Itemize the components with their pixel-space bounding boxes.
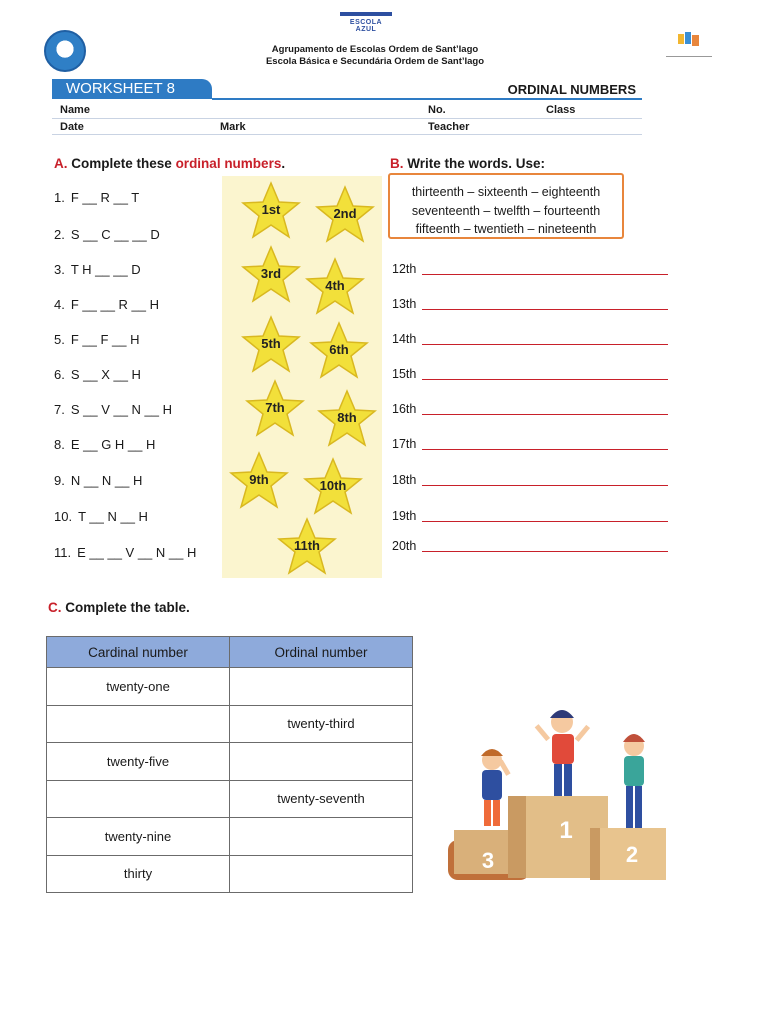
star-label: 5th xyxy=(261,336,281,351)
section-a-text: Complete these xyxy=(71,156,172,171)
star-label: 9th xyxy=(249,472,269,487)
section-c-letter: C. xyxy=(48,600,62,615)
star-badge xyxy=(316,388,378,450)
question-number: 4. xyxy=(54,297,65,312)
star-badge xyxy=(308,320,370,382)
cardinal-cell xyxy=(47,780,230,818)
class-field-label: Class xyxy=(546,104,576,116)
section-c-heading xyxy=(48,600,190,615)
question-item xyxy=(54,262,141,277)
cardinal-cell: twenty-nine xyxy=(47,818,230,856)
answer-label: 14th xyxy=(392,332,417,346)
question-pattern: F __ __ R __ H xyxy=(70,297,159,312)
answer-line xyxy=(422,449,668,450)
ordinal-cell xyxy=(230,668,413,706)
star-label: 7th xyxy=(265,400,285,415)
table-row xyxy=(47,743,413,781)
star-label: 4th xyxy=(325,278,345,293)
question-item xyxy=(54,367,141,382)
teacher-field-label: Teacher xyxy=(428,121,470,133)
answer-line xyxy=(422,379,668,380)
ordinal-cell xyxy=(230,743,413,781)
question-pattern: S __ V __ N __ H xyxy=(70,402,173,417)
field-row-line xyxy=(52,134,642,135)
question-item xyxy=(54,190,139,205)
mark-field-label: Mark xyxy=(220,121,246,133)
star-badge xyxy=(228,450,290,512)
word-bank-line: seventeenth – twelfth – fourteenth xyxy=(411,203,601,218)
question-number: 3. xyxy=(54,262,65,277)
question-item xyxy=(54,402,172,417)
cardinal-cell: twenty-one xyxy=(47,668,230,706)
question-number: 11. xyxy=(54,545,72,560)
table-row xyxy=(47,705,413,743)
table-row xyxy=(47,818,413,856)
worksheet-title: ORDINAL NUMBERS xyxy=(507,82,636,97)
table-row xyxy=(47,780,413,818)
number-table xyxy=(46,636,413,893)
question-pattern: F __ F __ H xyxy=(70,332,140,347)
star-label: 6th xyxy=(329,342,349,357)
table-row xyxy=(47,855,413,893)
section-b-text: Write the words. Use: xyxy=(407,156,546,171)
worksheet-badge: WORKSHEET 8 xyxy=(52,79,212,99)
question-number: 1. xyxy=(54,190,65,205)
question-number: 8. xyxy=(54,437,65,452)
answer-line xyxy=(422,309,668,310)
question-pattern: E __ G H __ H xyxy=(70,437,156,452)
question-number: 5. xyxy=(54,332,65,347)
section-a-heading xyxy=(54,156,285,171)
answer-label: 19th xyxy=(392,509,417,523)
question-item xyxy=(54,227,160,242)
answer-label: 15th xyxy=(392,367,417,381)
ordinal-cell xyxy=(230,855,413,893)
star-badge xyxy=(240,314,302,376)
question-pattern: T H __ __ D xyxy=(70,262,141,277)
star-label: 8th xyxy=(337,410,357,425)
answer-label: 18th xyxy=(392,473,417,487)
answer-label: 13th xyxy=(392,297,417,311)
question-item xyxy=(54,332,139,347)
star-badge xyxy=(304,256,366,318)
section-b-heading xyxy=(390,156,545,171)
escola-azul-logo xyxy=(340,12,392,32)
school-line-2: Escola Básica e Secundária Ordem de Sant’Iago xyxy=(265,56,485,67)
question-item xyxy=(54,437,155,452)
school-line-1: Agrupamento de Escolas Ordem de Sant’Iago xyxy=(271,44,479,55)
word-bank-box xyxy=(388,173,624,239)
answer-line xyxy=(422,551,668,552)
tap-logo xyxy=(676,30,702,50)
date-field-label: Date xyxy=(60,121,84,133)
star-badge xyxy=(276,516,338,578)
podium-place-2: 2 xyxy=(625,842,639,867)
star-badge xyxy=(314,184,376,246)
name-field-label: Name xyxy=(60,104,90,116)
star-label: 1st xyxy=(261,202,281,217)
answer-line xyxy=(422,274,668,275)
cardinal-cell: twenty-five xyxy=(47,743,230,781)
question-number: 7. xyxy=(54,402,65,417)
ordinal-cell: twenty-seventh xyxy=(230,780,413,818)
star-label: 11th xyxy=(293,538,320,553)
worksheet-divider xyxy=(212,98,642,100)
answer-label: 12th xyxy=(392,262,417,276)
table-header-row xyxy=(47,637,413,668)
ordinal-header: Ordinal number xyxy=(230,637,413,668)
escola-azul-text: ESCOLA AZUL xyxy=(349,19,383,33)
answer-label: 20th xyxy=(392,539,417,553)
word-bank-line: fifteenth – twentieth – nineteenth xyxy=(415,222,597,236)
question-item xyxy=(54,297,159,312)
section-c-text: Complete the table. xyxy=(65,600,190,615)
star-badge xyxy=(240,244,302,306)
table-row xyxy=(47,668,413,706)
question-item xyxy=(54,545,196,560)
ordinal-cell xyxy=(230,818,413,856)
star-badge xyxy=(302,456,364,518)
question-number: 2. xyxy=(54,227,65,242)
question-pattern: F __ R __ T xyxy=(70,190,140,205)
section-a-highlight: ordinal numbers xyxy=(175,156,282,171)
star-label: 10th xyxy=(319,478,347,493)
logo-underline xyxy=(666,56,712,57)
ordinal-cell: twenty-third xyxy=(230,705,413,743)
cardinal-cell xyxy=(47,705,230,743)
word-bank-line: thirteenth – sixteenth – eighteenth xyxy=(411,185,601,199)
field-row-line xyxy=(52,118,642,119)
number-field-label: No. xyxy=(428,104,446,116)
star-badge xyxy=(240,180,302,242)
section-b-letter: B. xyxy=(390,156,404,171)
section-a-letter: A. xyxy=(54,156,68,171)
question-pattern: T __ N __ H xyxy=(78,509,148,524)
answer-label: 16th xyxy=(392,402,417,416)
answer-line xyxy=(422,414,668,415)
answer-label: 17th xyxy=(392,437,417,451)
podium-place-1: 1 xyxy=(559,817,573,844)
question-pattern: E __ __ V __ N __ H xyxy=(77,545,197,560)
answer-line xyxy=(422,485,668,486)
section-a-period: . xyxy=(281,156,286,171)
answer-line xyxy=(422,344,668,345)
school-logo-left xyxy=(44,30,86,72)
star-label: 2nd xyxy=(333,206,357,221)
question-number: 6. xyxy=(54,367,65,382)
question-item xyxy=(54,509,148,524)
cardinal-cell: thirty xyxy=(47,855,230,893)
question-number: 10. xyxy=(54,509,73,524)
question-number: 9. xyxy=(54,473,65,488)
question-item xyxy=(54,473,142,488)
podium-place-3: 3 xyxy=(481,848,495,873)
podium-illustration xyxy=(444,700,668,885)
question-pattern: N __ N __ H xyxy=(70,473,143,488)
star-badge xyxy=(244,378,306,440)
answer-line xyxy=(422,521,668,522)
star-label: 3rd xyxy=(260,266,282,281)
cardinal-header: Cardinal number xyxy=(47,637,230,668)
question-pattern: S __ C __ __ D xyxy=(70,227,160,242)
question-pattern: S __ X __ H xyxy=(70,367,141,382)
